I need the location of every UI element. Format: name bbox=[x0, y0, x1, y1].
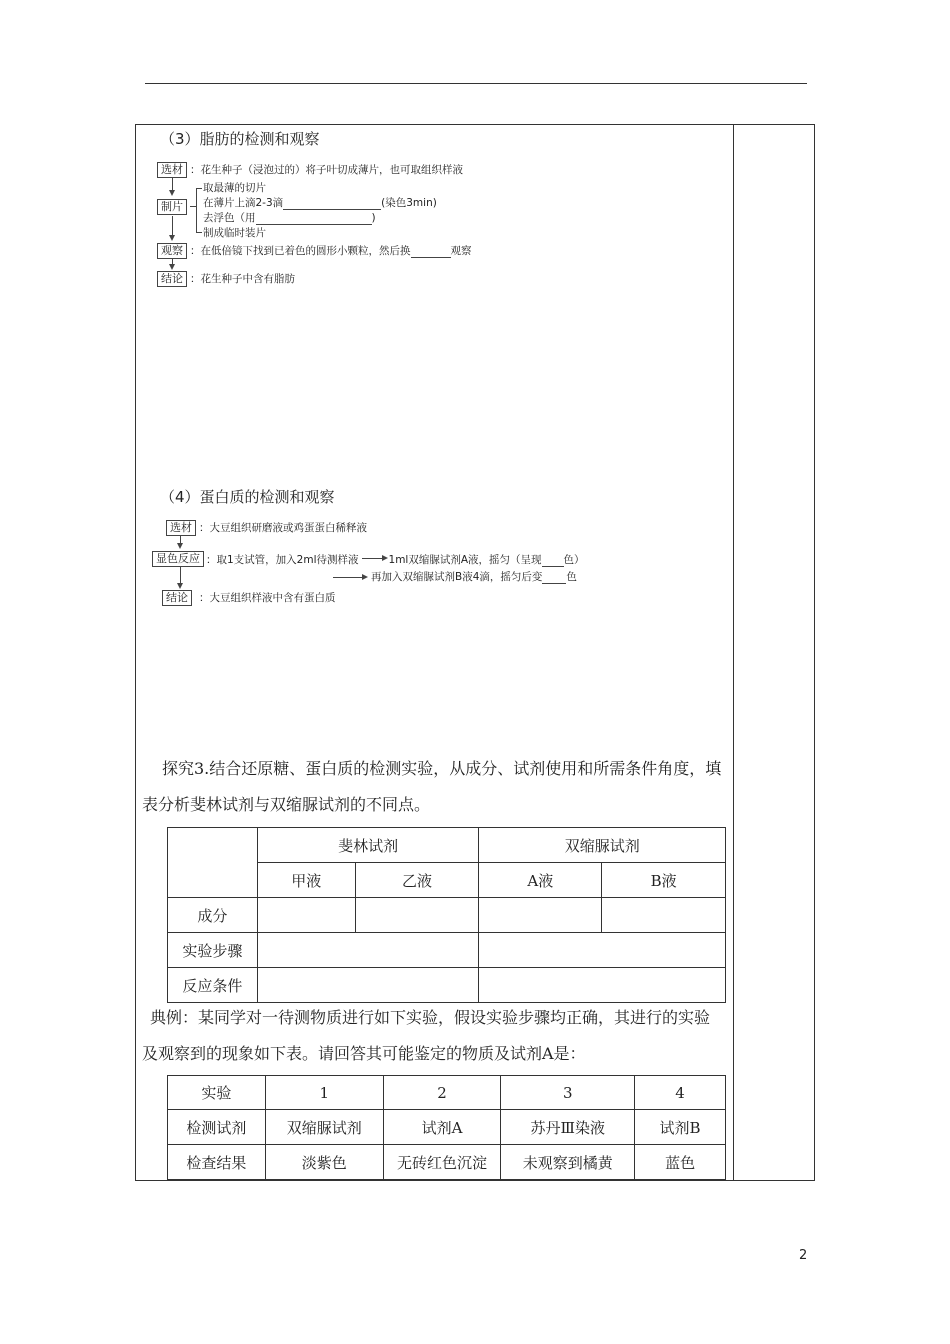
protein-section-title: （4）蛋白质的检测和观察 bbox=[160, 488, 335, 506]
table1-sub-header: A液 bbox=[479, 863, 602, 898]
example-line-2: 及观察到的现象如下表。请回答其可能鉴定的物质及试剂A是： bbox=[142, 1044, 586, 1063]
table1-sub-header: B液 bbox=[602, 863, 726, 898]
table1-answer-cell[interactable] bbox=[602, 898, 726, 933]
table1-header-fehling: 斐林试剂 bbox=[257, 828, 479, 863]
protein-arrow-line bbox=[333, 577, 363, 578]
frame-column-divider bbox=[733, 124, 734, 1181]
table1-answer-cell[interactable] bbox=[479, 898, 602, 933]
table-row bbox=[168, 933, 726, 968]
table2-cell: 蓝色 bbox=[635, 1145, 726, 1180]
fat-conclude-text: ：花生种子中含有脂肪 bbox=[190, 273, 295, 285]
table1-answer-cell[interactable] bbox=[479, 968, 726, 1003]
table1-answer-cell[interactable] bbox=[355, 898, 479, 933]
table-row bbox=[168, 1145, 726, 1180]
fat-conclude-box: 结论 bbox=[157, 271, 187, 287]
table1-answer-cell[interactable] bbox=[257, 933, 479, 968]
table2-cell: 检测试剂 bbox=[168, 1110, 266, 1145]
table2-cell: 4 bbox=[635, 1076, 726, 1110]
table2-cell: 未观察到橘黄 bbox=[501, 1145, 635, 1180]
fat-observe-text: ：在低倍镜下找到已着色的圆形小颗粒，然后换 观察 bbox=[190, 245, 472, 257]
protein-color-box: 显色反应 bbox=[152, 551, 204, 567]
fat-slice-sub-2: 在薄片上滴2-3滴 (染色3min) bbox=[203, 197, 437, 209]
table1-header-biuret: 双缩脲试剂 bbox=[479, 828, 726, 863]
table2-cell: 无砖红色沉淀 bbox=[383, 1145, 501, 1180]
table-row bbox=[168, 1110, 726, 1145]
protein-select-box: 选材 bbox=[166, 520, 196, 536]
fat-select-box: 选材 bbox=[157, 162, 187, 178]
fat-slice-box: 制片 bbox=[157, 199, 187, 215]
table1-answer-cell[interactable] bbox=[257, 898, 355, 933]
protein-color-text: ：取1支试管，加入2ml待测样液 1ml双缩脲试剂A液，摇匀（呈现 色） bbox=[206, 554, 585, 566]
table2-cell: 1 bbox=[265, 1076, 383, 1110]
fat-select-text: ：花生种子（浸泡过的）将子叶切成薄片，也可取组织样液 bbox=[190, 164, 463, 176]
table2-cell: 试剂A bbox=[383, 1110, 501, 1145]
protein-color-text-2: 再加入双缩脲试剂B液4滴，摇匀后变 色 bbox=[371, 571, 577, 583]
table-row bbox=[168, 968, 726, 1003]
table-row bbox=[168, 1076, 726, 1110]
page-number: 2 bbox=[799, 1248, 808, 1263]
table2-cell: 检查结果 bbox=[168, 1145, 266, 1180]
experiment-results-table bbox=[167, 1075, 726, 1180]
explore3-line-1: 探究3.结合还原糖、蛋白质的检测实验，从成分、试剂使用和所需条件角度，填 bbox=[162, 759, 722, 778]
table1-row-label: 实验步骤 bbox=[168, 933, 258, 968]
table2-cell: 苏丹Ⅲ染液 bbox=[501, 1110, 635, 1145]
table2-cell: 淡紫色 bbox=[265, 1145, 383, 1180]
reagent-comparison-table bbox=[167, 827, 726, 1003]
table1-sub-header: 甲液 bbox=[257, 863, 355, 898]
fat-section-title: （3）脂肪的检测和观察 bbox=[160, 130, 320, 148]
protein-conclude-text: ：大豆组织样液中含有蛋白质 bbox=[199, 592, 336, 604]
fat-observe-box: 观察 bbox=[157, 243, 187, 259]
header-rule bbox=[145, 83, 807, 84]
table2-cell: 双缩脲试剂 bbox=[265, 1110, 383, 1145]
table2-cell: 实验 bbox=[168, 1076, 266, 1110]
table1-answer-cell[interactable] bbox=[257, 968, 479, 1003]
table2-cell: 试剂B bbox=[635, 1110, 726, 1145]
explore3-line-2: 表分析斐林试剂与双缩脲试剂的不同点。 bbox=[142, 795, 431, 814]
fat-slice-sub-4: 制成临时装片 bbox=[203, 227, 266, 239]
protein-conclude-box: 结论 bbox=[162, 590, 192, 606]
table1-answer-cell[interactable] bbox=[479, 933, 726, 968]
table1-row-label: 成分 bbox=[168, 898, 258, 933]
table1-row-label: 反应条件 bbox=[168, 968, 258, 1003]
protein-select-text: ：大豆组织研磨液或鸡蛋蛋白稀释液 bbox=[199, 522, 367, 534]
fat-slice-sub-3: 去浮色（用 ) bbox=[203, 212, 376, 224]
table1-sub-header: 乙液 bbox=[355, 863, 479, 898]
example-line-1: 典例：某同学对一待测物质进行如下实验，假设实验步骤均正确，其进行的实验 bbox=[150, 1008, 711, 1027]
table2-cell: 3 bbox=[501, 1076, 635, 1110]
fat-slice-sub-1: 取最薄的切片 bbox=[203, 182, 266, 194]
table2-cell: 2 bbox=[383, 1076, 501, 1110]
table1-corner-cell bbox=[168, 828, 258, 898]
table-row bbox=[168, 898, 726, 933]
